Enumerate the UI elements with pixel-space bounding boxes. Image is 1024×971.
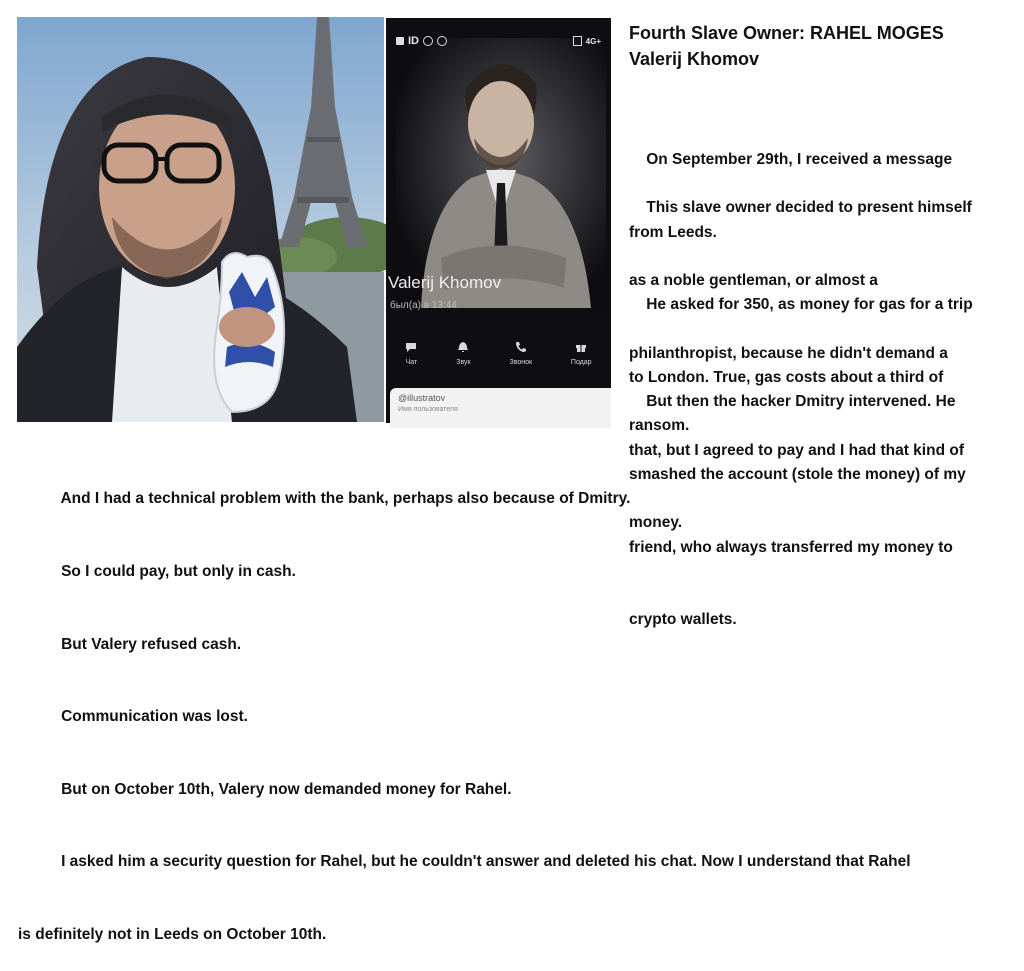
document-title: Fourth Slave Owner: RAHEL MOGES (629, 23, 944, 43)
text-line: friend, who always transferred my money to (629, 538, 953, 556)
username: @illustratov (398, 393, 446, 403)
text-line: that, but I agreed to pay and I had that kind of (629, 441, 964, 459)
profile-name: Valerij Khomov (388, 273, 502, 292)
network-text: 4G+ (585, 36, 601, 46)
action-chat-label: Чат (405, 358, 418, 366)
status-left-icons (396, 35, 447, 47)
text-line: On September 29th, I received a message (629, 151, 953, 169)
text-line: But on October 10th, Valery now demanded money for Rahel. (18, 780, 512, 798)
document-subtitle: Valerij Khomov (629, 49, 760, 69)
text-line: smashed the account (stole the money) of my (629, 466, 966, 484)
text-line: He asked for 350, as money for gas for a trip (629, 296, 973, 314)
action-sound[interactable] (456, 341, 470, 366)
text-line: crypto wallets. (629, 611, 737, 629)
phone-icon (515, 341, 527, 353)
text-line: philanthropist, because he didn't demand a (629, 344, 948, 362)
text-line: But Valery refused cash. (18, 635, 242, 653)
username-card[interactable] (390, 388, 611, 428)
profile-actions (386, 328, 611, 378)
nfc-icon (573, 36, 582, 46)
text-line: I asked him a security question for Rahel, but he couldn't answer and deleted his chat. Now I understand that Rahel (18, 853, 911, 871)
action-chat[interactable] (405, 341, 417, 366)
photo-hooded-man-illustration (17, 17, 384, 422)
text-line: And I had a technical problem with the bank, perhaps also because of Dmitry. (18, 490, 631, 508)
last-seen-status: был(а) в 13:44 (390, 300, 457, 311)
text-line: But then the hacker Dmitry intervened. He (629, 393, 956, 411)
app-icon (437, 36, 447, 46)
text-line: Communication was lost. (18, 708, 248, 726)
notification-icon (396, 37, 404, 45)
text-line: So I could pay, but only in cash. (18, 563, 296, 581)
text-line: is definitely not in Leeds on October 10th. (18, 926, 327, 944)
status-bar (386, 18, 611, 64)
text-line: to London. True, gas costs about a third of (629, 369, 944, 387)
text-line: ransom. (629, 417, 690, 435)
text-line: from Leeds. (629, 224, 717, 242)
text-line: This slave owner decided to present himself (629, 199, 972, 217)
photo-hooded-man-eiffel-tower (17, 17, 384, 422)
status-id-text: ID (408, 35, 419, 47)
action-gift-label: Подар (570, 358, 592, 366)
text-line: money. (629, 514, 683, 532)
action-gift[interactable] (571, 341, 592, 366)
status-right-icons (573, 36, 601, 46)
action-call[interactable] (509, 341, 532, 366)
phone-profile-screenshot (386, 18, 611, 423)
bell-icon (457, 341, 469, 353)
gift-icon (575, 341, 587, 353)
whatsapp-icon (423, 36, 433, 46)
text-line: as a noble gentleman, or almost a (629, 272, 878, 290)
action-sound-label: Звук (456, 358, 471, 366)
username-label: Имя пользователя (398, 406, 458, 413)
paragraph-bottom (18, 439, 911, 971)
chat-icon (405, 341, 417, 353)
action-call-label: Звонок (509, 358, 533, 366)
